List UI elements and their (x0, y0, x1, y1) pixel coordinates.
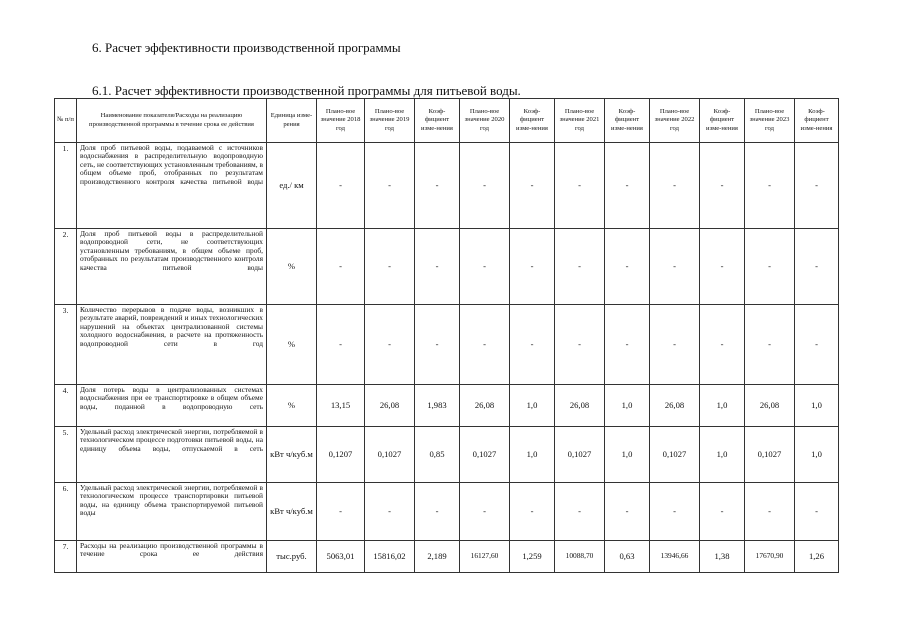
header-coef-2021: Коэф-фициент изме-нения (605, 99, 650, 143)
cell-value: - (605, 229, 650, 305)
cell-value: 5063,01 (317, 541, 365, 573)
cell-value: - (795, 483, 839, 541)
cell-value: 13946,66 (650, 541, 700, 573)
cell-value: - (745, 143, 795, 229)
cell-value: 1,259 (510, 541, 555, 573)
header-plan-2023: Плано-вое значение 2023 год (745, 99, 795, 143)
cell-value: - (745, 229, 795, 305)
cell-value: - (605, 143, 650, 229)
header-coef-2019: Коэф-фициент изме-нения (415, 99, 460, 143)
cell-value: - (700, 229, 745, 305)
header-plan-2020: Плано-вое значение 2020 год (460, 99, 510, 143)
section-heading: 6. Расчет эффективности производственной программы (92, 40, 401, 55)
cell-value: - (460, 143, 510, 229)
header-plan-2021: Плано-вое значение 2021 год (555, 99, 605, 143)
row-name: Расходы на реализацию производственной программы в течение срока ее действия (77, 541, 267, 573)
header-coef-2020: Коэф-фициент изме-нения (510, 99, 555, 143)
cell-value: - (415, 229, 460, 305)
row-num: 6. (55, 483, 77, 541)
table-row (55, 385, 839, 427)
cell-value: 26,08 (365, 385, 415, 427)
cell-value: - (365, 143, 415, 229)
cell-value: - (460, 305, 510, 385)
cell-value: - (510, 305, 555, 385)
row-name: Доля проб питьевой воды в распределительной водопроводной сети, не соответствующих установленным требованиям, в общем объеме проб, отобранных по результатам производственного контроля качества питьевой воды (77, 229, 267, 305)
row-num: 7. (55, 541, 77, 573)
cell-value: - (700, 483, 745, 541)
cell-value: 1,38 (700, 541, 745, 573)
row-name: Удельный расход электрической энергии, потребляемой в технологическом процессе транспортировки питьевой воды, на единицу объема транспортируемой питьевой воды (77, 483, 267, 541)
header-plan-2018: Плано-вое значение 2018 год (317, 99, 365, 143)
cell-value: - (510, 229, 555, 305)
cell-value: - (317, 229, 365, 305)
cell-value: 1,983 (415, 385, 460, 427)
cell-value: 13,15 (317, 385, 365, 427)
row-unit: % (267, 385, 317, 427)
cell-value: - (700, 305, 745, 385)
table-row (55, 143, 839, 229)
header-plan-2019: Плано-вое значение 2019 год (365, 99, 415, 143)
cell-value: - (795, 229, 839, 305)
row-unit: кВт ч/куб.м (267, 483, 317, 541)
cell-value: 1,0 (700, 427, 745, 483)
cell-value: - (795, 305, 839, 385)
table-header-row (55, 99, 839, 143)
row-name: Доля потерь воды в централизованных системах водоснабжения при ее транспортировке в общем объеме воды, поданной в водопроводную сеть (77, 385, 267, 427)
cell-value: 0,1027 (555, 427, 605, 483)
cell-value: - (317, 305, 365, 385)
cell-value: - (415, 143, 460, 229)
cell-value: 1,0 (700, 385, 745, 427)
cell-value: 0,85 (415, 427, 460, 483)
cell-value: 1,0 (510, 427, 555, 483)
row-num: 2. (55, 229, 77, 305)
cell-value: 26,08 (555, 385, 605, 427)
cell-value: - (650, 305, 700, 385)
cell-value: 1,26 (795, 541, 839, 573)
table-row (55, 305, 839, 385)
cell-value: 1,0 (510, 385, 555, 427)
cell-value: - (510, 143, 555, 229)
cell-value: 0,1027 (650, 427, 700, 483)
cell-value: 26,08 (650, 385, 700, 427)
cell-value: - (317, 483, 365, 541)
cell-value: 1,0 (605, 427, 650, 483)
cell-value: - (745, 305, 795, 385)
row-unit: % (267, 229, 317, 305)
row-name: Количество перерывов в подаче воды, возникших в результате аварий, повреждений и иных технологических нарушений на объектах централизованной системы холодного водоснабжения, в расчете на протяженность водопроводной сети в год (77, 305, 267, 385)
cell-value: - (795, 143, 839, 229)
cell-value: 1,0 (605, 385, 650, 427)
cell-value: 0,1027 (365, 427, 415, 483)
cell-value: - (415, 483, 460, 541)
cell-value: - (555, 483, 605, 541)
header-name: Наименование показателя/Расходы на реализацию производственной программы в течение срока ее действия (77, 99, 267, 143)
cell-value: - (605, 483, 650, 541)
cell-value: - (365, 305, 415, 385)
cell-value: 0,1207 (317, 427, 365, 483)
efficiency-table (54, 98, 839, 573)
cell-value: - (460, 483, 510, 541)
cell-value: - (605, 305, 650, 385)
header-num: № п/п (55, 99, 77, 143)
table-row (55, 427, 839, 483)
cell-value: - (415, 305, 460, 385)
cell-value: - (365, 483, 415, 541)
row-num: 5. (55, 427, 77, 483)
cell-value: 0,1027 (460, 427, 510, 483)
header-coef-2023: Коэф-фициент изме-нения (795, 99, 839, 143)
cell-value: - (745, 483, 795, 541)
cell-value: - (460, 229, 510, 305)
cell-value: 10088,70 (555, 541, 605, 573)
cell-value: - (365, 229, 415, 305)
cell-value: 1,0 (795, 427, 839, 483)
table-row (55, 229, 839, 305)
cell-value: - (650, 483, 700, 541)
row-num: 1. (55, 143, 77, 229)
cell-value: 17670,90 (745, 541, 795, 573)
cell-value: 15816,02 (365, 541, 415, 573)
cell-value: - (555, 229, 605, 305)
cell-value: - (650, 143, 700, 229)
header-unit: Единица изме-рения (267, 99, 317, 143)
cell-value: - (555, 143, 605, 229)
cell-value: 0,63 (605, 541, 650, 573)
cell-value: - (317, 143, 365, 229)
row-unit: тыс.руб. (267, 541, 317, 573)
row-unit: кВт ч/куб.м (267, 427, 317, 483)
cell-value: - (650, 229, 700, 305)
cell-value: - (555, 305, 605, 385)
table-row (55, 483, 839, 541)
cell-value: 26,08 (460, 385, 510, 427)
row-unit: % (267, 305, 317, 385)
table-row (55, 541, 839, 573)
cell-value: 0,1027 (745, 427, 795, 483)
cell-value: 16127,60 (460, 541, 510, 573)
row-name: Доля проб питьевой воды, подаваемой с источников водоснабжения в распределительную водопроводную сеть, не соответствующих установленным требованиям, в общем объеме проб, отобранных по результатам производственного контроля качества питьевой воды (77, 143, 267, 229)
cell-value: - (510, 483, 555, 541)
row-name: Удельный расход электрической энергии, потребляемой в технологическом процессе подготовки питьевой воды, на единицу объема воды, отпускаемой в сеть (77, 427, 267, 483)
cell-value: - (700, 143, 745, 229)
row-num: 4. (55, 385, 77, 427)
header-coef-2022: Коэф-фициент изме-нения (700, 99, 745, 143)
row-unit: ед./ км (267, 143, 317, 229)
cell-value: 26,08 (745, 385, 795, 427)
cell-value: 2,189 (415, 541, 460, 573)
row-num: 3. (55, 305, 77, 385)
subsection-heading: 6.1. Расчет эффективности производственной программы для питьевой воды. (92, 83, 521, 98)
cell-value: 1,0 (795, 385, 839, 427)
header-plan-2022: Плано-вое значение 2022 год (650, 99, 700, 143)
